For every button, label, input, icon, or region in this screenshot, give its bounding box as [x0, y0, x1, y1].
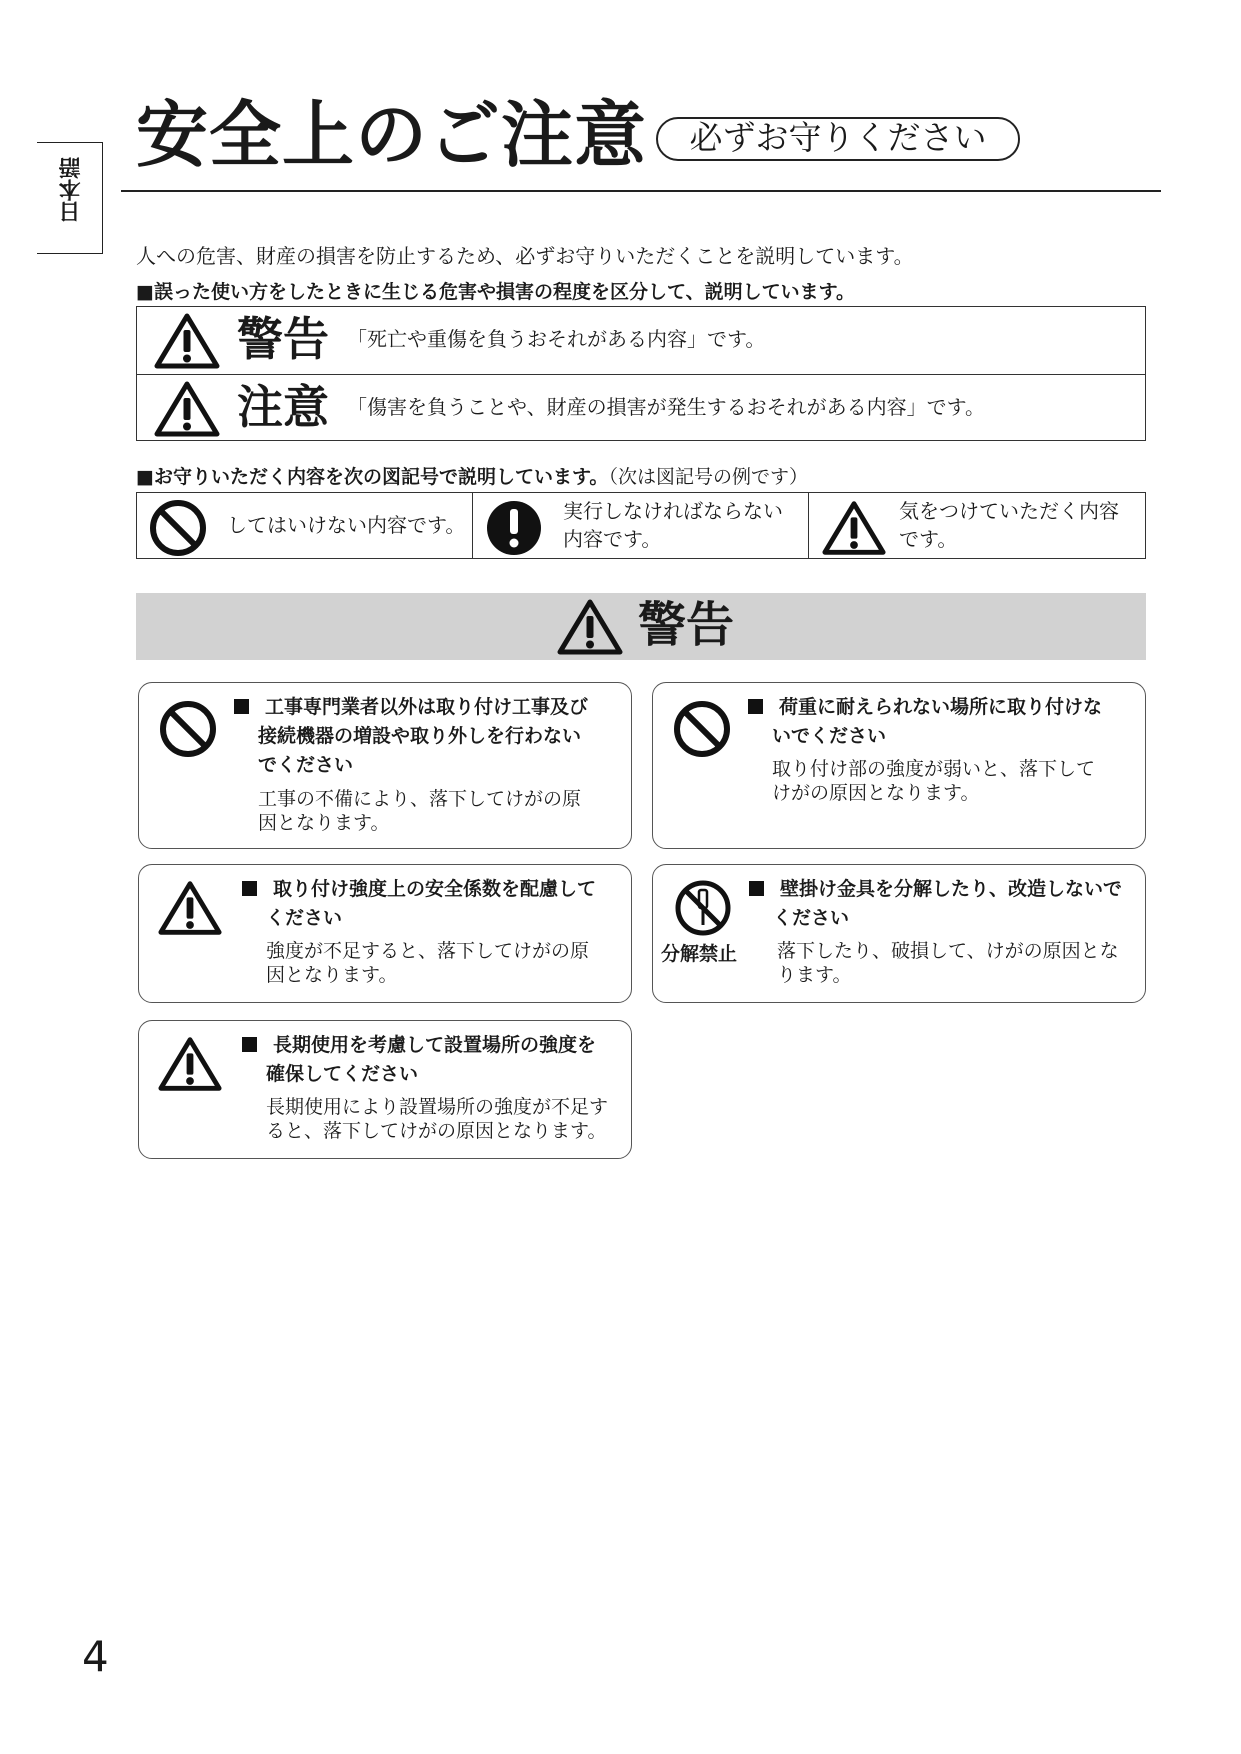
title-pill: 必ずお守りください — [656, 117, 1020, 161]
warning-banner-label: 警告 — [638, 597, 735, 653]
card-heading: 工事専門業者以外は取り付け工事及び 接続機器の増設や取り外しを行わない でください — [234, 693, 588, 780]
card-heading: 荷重に耐えられない場所に取り付けな いでください — [748, 693, 1102, 751]
card-body: 長期使用により設置場所の強度が不足す ると、落下してけがの原因となります。 — [266, 1096, 609, 1142]
symbol-text-prohibited: してはいけない内容です。 — [227, 513, 466, 537]
card-body: 工事の不備により、落下してけがの原 因となります。 — [258, 788, 582, 834]
symbol-text-mandatory-1: 実行しなければならない — [563, 499, 783, 523]
language-tab-label: 日本語 — [59, 157, 84, 223]
card-heading: 壁掛け金具を分解したり、改造しないで ください — [749, 875, 1122, 933]
symbols-heading-text: ■お守りいただく内容を次の図記号で説明しています。 — [136, 466, 609, 488]
symbols-table — [136, 492, 1146, 559]
symbol-text-mandatory-2: 内容です。 — [563, 527, 662, 551]
prohibition-icon — [673, 700, 731, 758]
severity-table — [136, 306, 1146, 441]
warning-banner — [136, 593, 1146, 660]
severity-desc-caution: 「傷害を負うことや、財産の損害が発生するおそれがある内容」です。 — [347, 395, 985, 419]
warning-card — [138, 682, 632, 849]
warning-card — [652, 682, 1146, 849]
severity-label-warning: 警告 — [237, 312, 329, 366]
language-tab — [37, 142, 103, 254]
disassembly-prohibited-caption: 分解禁止 — [661, 943, 738, 965]
caution-triangle-icon — [153, 312, 221, 370]
caution-triangle-icon — [821, 499, 887, 557]
warning-card — [138, 1020, 632, 1159]
title-divider — [121, 190, 1161, 192]
severity-row-caution — [137, 374, 1145, 441]
page-title: 安全上のご注意 — [136, 93, 648, 177]
mandatory-icon — [485, 499, 543, 557]
prohibition-icon — [159, 700, 217, 758]
symbol-cell-mandatory — [472, 493, 809, 558]
disassembly-prohibited-icon — [674, 879, 732, 937]
severity-section-heading: ■誤った使い方をしたときに生じる危害や損害の程度を区分して、説明しています。 — [136, 281, 856, 303]
card-body: 強度が不足すると、落下してけがの原 因となります。 — [266, 940, 590, 986]
prohibition-icon — [149, 499, 207, 557]
severity-row-warning — [137, 307, 1145, 373]
severity-desc-warning: 「死亡や重傷を負うおそれがある内容」です。 — [347, 327, 766, 351]
card-body: 取り付け部の強度が弱いと、落下して けがの原因となります。 — [772, 758, 1096, 804]
warning-card — [138, 864, 632, 1003]
severity-label-caution: 注意 — [237, 380, 329, 434]
card-heading: 取り付け強度上の安全係数を配慮して ください — [242, 875, 596, 933]
caution-triangle-icon — [157, 1035, 223, 1093]
warning-card — [652, 864, 1146, 1003]
caution-triangle-icon — [157, 879, 223, 937]
symbol-text-caution-1: 気をつけていただく内容 — [899, 499, 1119, 523]
intro-text: 人への危害、財産の損害を防止するため、必ずお守りいただくことを説明しています。 — [136, 244, 914, 268]
card-heading: 長期使用を考慮して設置場所の強度を 確保してください — [242, 1031, 596, 1089]
symbol-text-caution-2: です。 — [899, 527, 958, 551]
page-number: 4 — [82, 1632, 109, 1681]
symbols-section-heading — [136, 464, 808, 490]
symbols-heading-note: （次は図記号の例です） — [608, 466, 808, 488]
symbol-cell-caution — [808, 493, 1146, 558]
card-body: 落下したり、破損して、けがの原因とな ります。 — [777, 940, 1119, 986]
caution-triangle-icon — [153, 380, 221, 438]
symbol-cell-prohibited — [137, 493, 472, 558]
caution-triangle-icon — [556, 598, 624, 656]
